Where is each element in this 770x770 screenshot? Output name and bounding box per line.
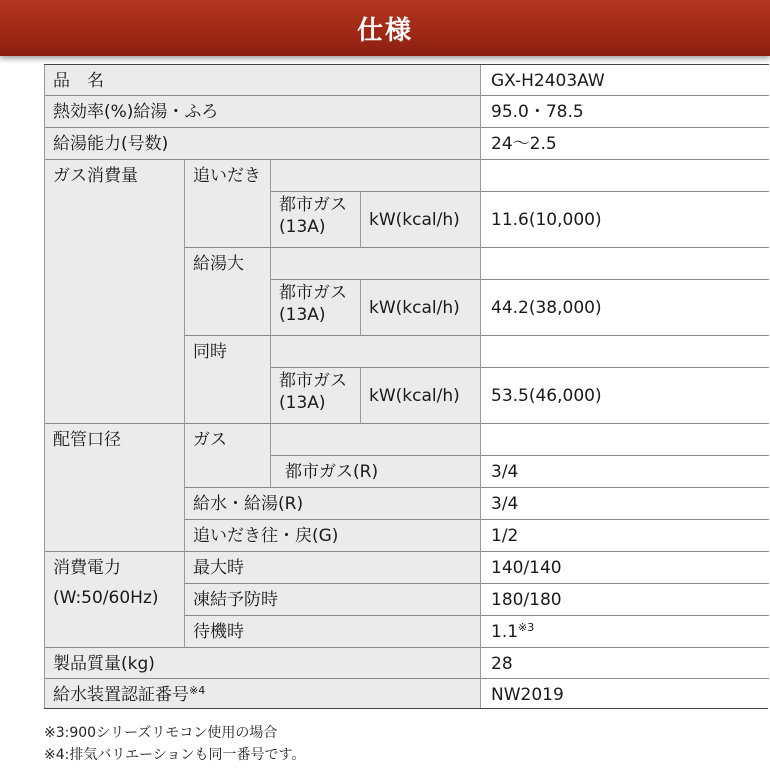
title-banner — [0, 0, 770, 56]
pipe-water-value: 3/4 — [481, 488, 769, 520]
table-row — [45, 65, 769, 96]
gas-type-cell: 都市ガス (13A) — [271, 368, 361, 424]
footnote-ref: ※4 — [189, 684, 206, 697]
cert-label: 給水装置認証番号$^{※4}$ — [45, 679, 481, 709]
pipe-gas-label: ガス — [185, 424, 271, 488]
model-value: GX-H2403AW — [481, 65, 769, 96]
gas-kyuto-value: 44.2(38,000) — [481, 280, 769, 336]
unit-cell: kW(kcal/h) — [361, 192, 481, 248]
gas-doji-label: 同時 — [185, 336, 271, 424]
table-row — [45, 96, 769, 128]
table-row — [45, 679, 769, 709]
gas-oidaki-label: 追いだき — [185, 160, 271, 248]
power-standby-label: 待機時 — [185, 616, 481, 648]
gas-type-cell: 都市ガス (13A) — [271, 280, 361, 336]
weight-label: 製品質量(kg) — [45, 648, 481, 679]
table-bottom-border — [44, 708, 768, 709]
table-row — [45, 552, 769, 584]
table-row — [45, 648, 769, 679]
cert-value: NW2019 — [481, 679, 769, 709]
gas-type-cell: 都市ガス (13A) — [271, 192, 361, 248]
weight-value: 28 — [481, 648, 769, 679]
pipe-water-label: 給水・給湯(R) — [185, 488, 481, 520]
gas-consumption-label: ガス消費量 — [45, 160, 185, 424]
unit-cell: kW(kcal/h) — [361, 280, 481, 336]
unit-cell: kW(kcal/h) — [361, 368, 481, 424]
gas-kyuto-label: 給湯大 — [185, 248, 271, 336]
gas-doji-value: 53.5(46,000) — [481, 368, 769, 424]
power-freeze-value: 180/180 — [481, 584, 769, 616]
footnote-3: ※3:900シリーズリモコン使用の場合 — [44, 725, 278, 741]
pipe-city-gas-value: 3/4 — [481, 456, 769, 488]
pipe-oidaki-label: 追いだき往・戻(G) — [185, 520, 481, 552]
model-label: 品 名 — [45, 65, 481, 96]
pipe-label: 配管口径 — [45, 424, 185, 552]
power-standby-value: 1.1$^{※3}$ — [481, 616, 769, 648]
power-max-label: 最大時 — [185, 552, 481, 584]
table-row — [45, 128, 769, 160]
table-row — [45, 424, 769, 456]
page-title: 仕様 — [356, 15, 413, 46]
capacity-value: 24〜2.5 — [481, 128, 769, 160]
power-label: 消費電力 (W:50/60Hz) — [45, 552, 185, 648]
power-freeze-label: 凍結予防時 — [185, 584, 481, 616]
footnote-4: ※4:排気バリエーションも同一番号です。 — [44, 747, 306, 763]
footnote-ref: ※3 — [518, 621, 535, 634]
power-max-value: 140/140 — [481, 552, 769, 584]
table-row — [45, 160, 769, 192]
capacity-label: 給湯能力(号数) — [45, 128, 481, 160]
pipe-oidaki-value: 1/2 — [481, 520, 769, 552]
efficiency-value: 95.0・78.5 — [481, 96, 769, 128]
gas-oidaki-value: 11.6(10,000) — [481, 192, 769, 248]
pipe-city-gas-label: 都市ガス(R) — [271, 456, 481, 488]
efficiency-label: 熱効率(%)給湯・ふろ — [45, 96, 481, 128]
spec-table — [44, 64, 769, 709]
